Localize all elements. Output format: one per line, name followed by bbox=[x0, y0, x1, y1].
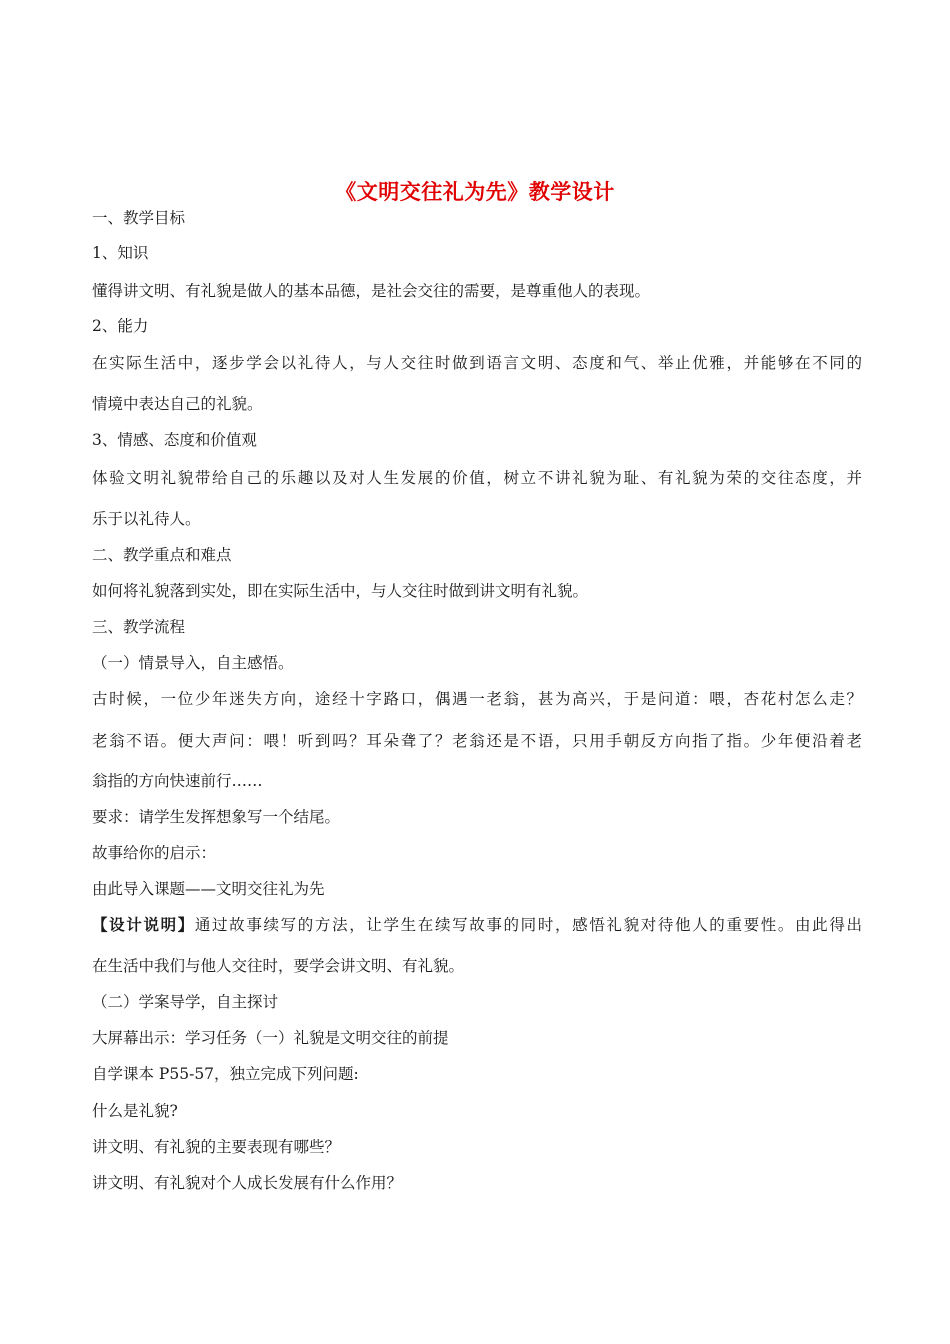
section-heading-process: 三、教学流程 bbox=[92, 618, 186, 636]
document-title: 《文明交往礼为先》教学设计 bbox=[335, 180, 615, 204]
paragraph-key-points: 如何将礼貌落到实处，即在实际生活中，与人交往时做到讲文明有礼貌。 bbox=[92, 582, 589, 600]
design-note-label: 【设计说明】 bbox=[92, 915, 195, 934]
screen-task: 大屏幕出示：学习任务（一）礼貌是文明交往的前提 bbox=[92, 1029, 449, 1047]
subheading-attitude: 3、情感、态度和价值观 bbox=[92, 431, 257, 449]
story-line-2: 老翁不语。便大声问：喂！听到吗？耳朵聋了？老翁还是不语，只用手朝反方向指了指。少年便沿着老 bbox=[92, 732, 862, 750]
subheading-step-1: （一）情景导入，自主感悟。 bbox=[92, 654, 294, 672]
question-2: 讲文明、有礼貌的主要表现有哪些？ bbox=[92, 1138, 341, 1156]
paragraph-attitude-line-2: 乐于以礼待人。 bbox=[92, 510, 201, 528]
subheading-ability: 2、能力 bbox=[92, 317, 149, 335]
self-study-instruction: 自学课本 P55-57，独立完成下列问题: bbox=[92, 1065, 359, 1083]
section-heading-objectives: 一、教学目标 bbox=[92, 209, 186, 227]
section-heading-key-points: 二、教学重点和难点 bbox=[92, 546, 232, 564]
paragraph-knowledge: 懂得讲文明、有礼貌是做人的基本品德，是社会交往的需要，是尊重他人的表现。 bbox=[92, 282, 651, 300]
story-inspiration: 故事给你的启示： bbox=[92, 844, 217, 862]
story-line-1: 古时候，一位少年迷失方向，途经十字路口，偶遇一老翁，甚为高兴，于是问道：喂，杏花村怎么走？ bbox=[92, 690, 862, 708]
subheading-knowledge: 1、知识 bbox=[92, 244, 149, 262]
subheading-step-2: （二）学案导学，自主探讨 bbox=[92, 993, 279, 1011]
lesson-intro: 由此导入课题——文明交往礼为先 bbox=[92, 880, 325, 898]
story-line-3: 翁指的方向快速前行…… bbox=[92, 772, 263, 790]
paragraph-ability-line-2: 情境中表达自己的礼貌。 bbox=[92, 395, 263, 413]
paragraph-ability-line-1: 在实际生活中，逐步学会以礼待人，与人交往时做到语言文明、态度和气、举止优雅，并能够在不同的 bbox=[92, 354, 862, 372]
question-3: 讲文明、有礼貌对个人成长发展有什么作用？ bbox=[92, 1174, 403, 1192]
question-1: 什么是礼貌? bbox=[92, 1102, 178, 1120]
design-note-line-1 bbox=[92, 915, 862, 935]
requirement-text: 要求：请学生发挥想象写一个结尾。 bbox=[92, 808, 341, 826]
design-note-text: 通过故事续写的方法，让学生在续写故事的同时，感悟礼貌对待他人的重要性。由此得出 bbox=[194, 916, 862, 934]
paragraph-attitude-line-1: 体验文明礼貌带给自己的乐趣以及对人生发展的价值，树立不讲礼貌为耻、有礼貌为荣的交往态度，并 bbox=[92, 469, 862, 487]
design-note-line-2: 在生活中我们与他人交往时，要学会讲文明、有礼貌。 bbox=[92, 957, 465, 975]
